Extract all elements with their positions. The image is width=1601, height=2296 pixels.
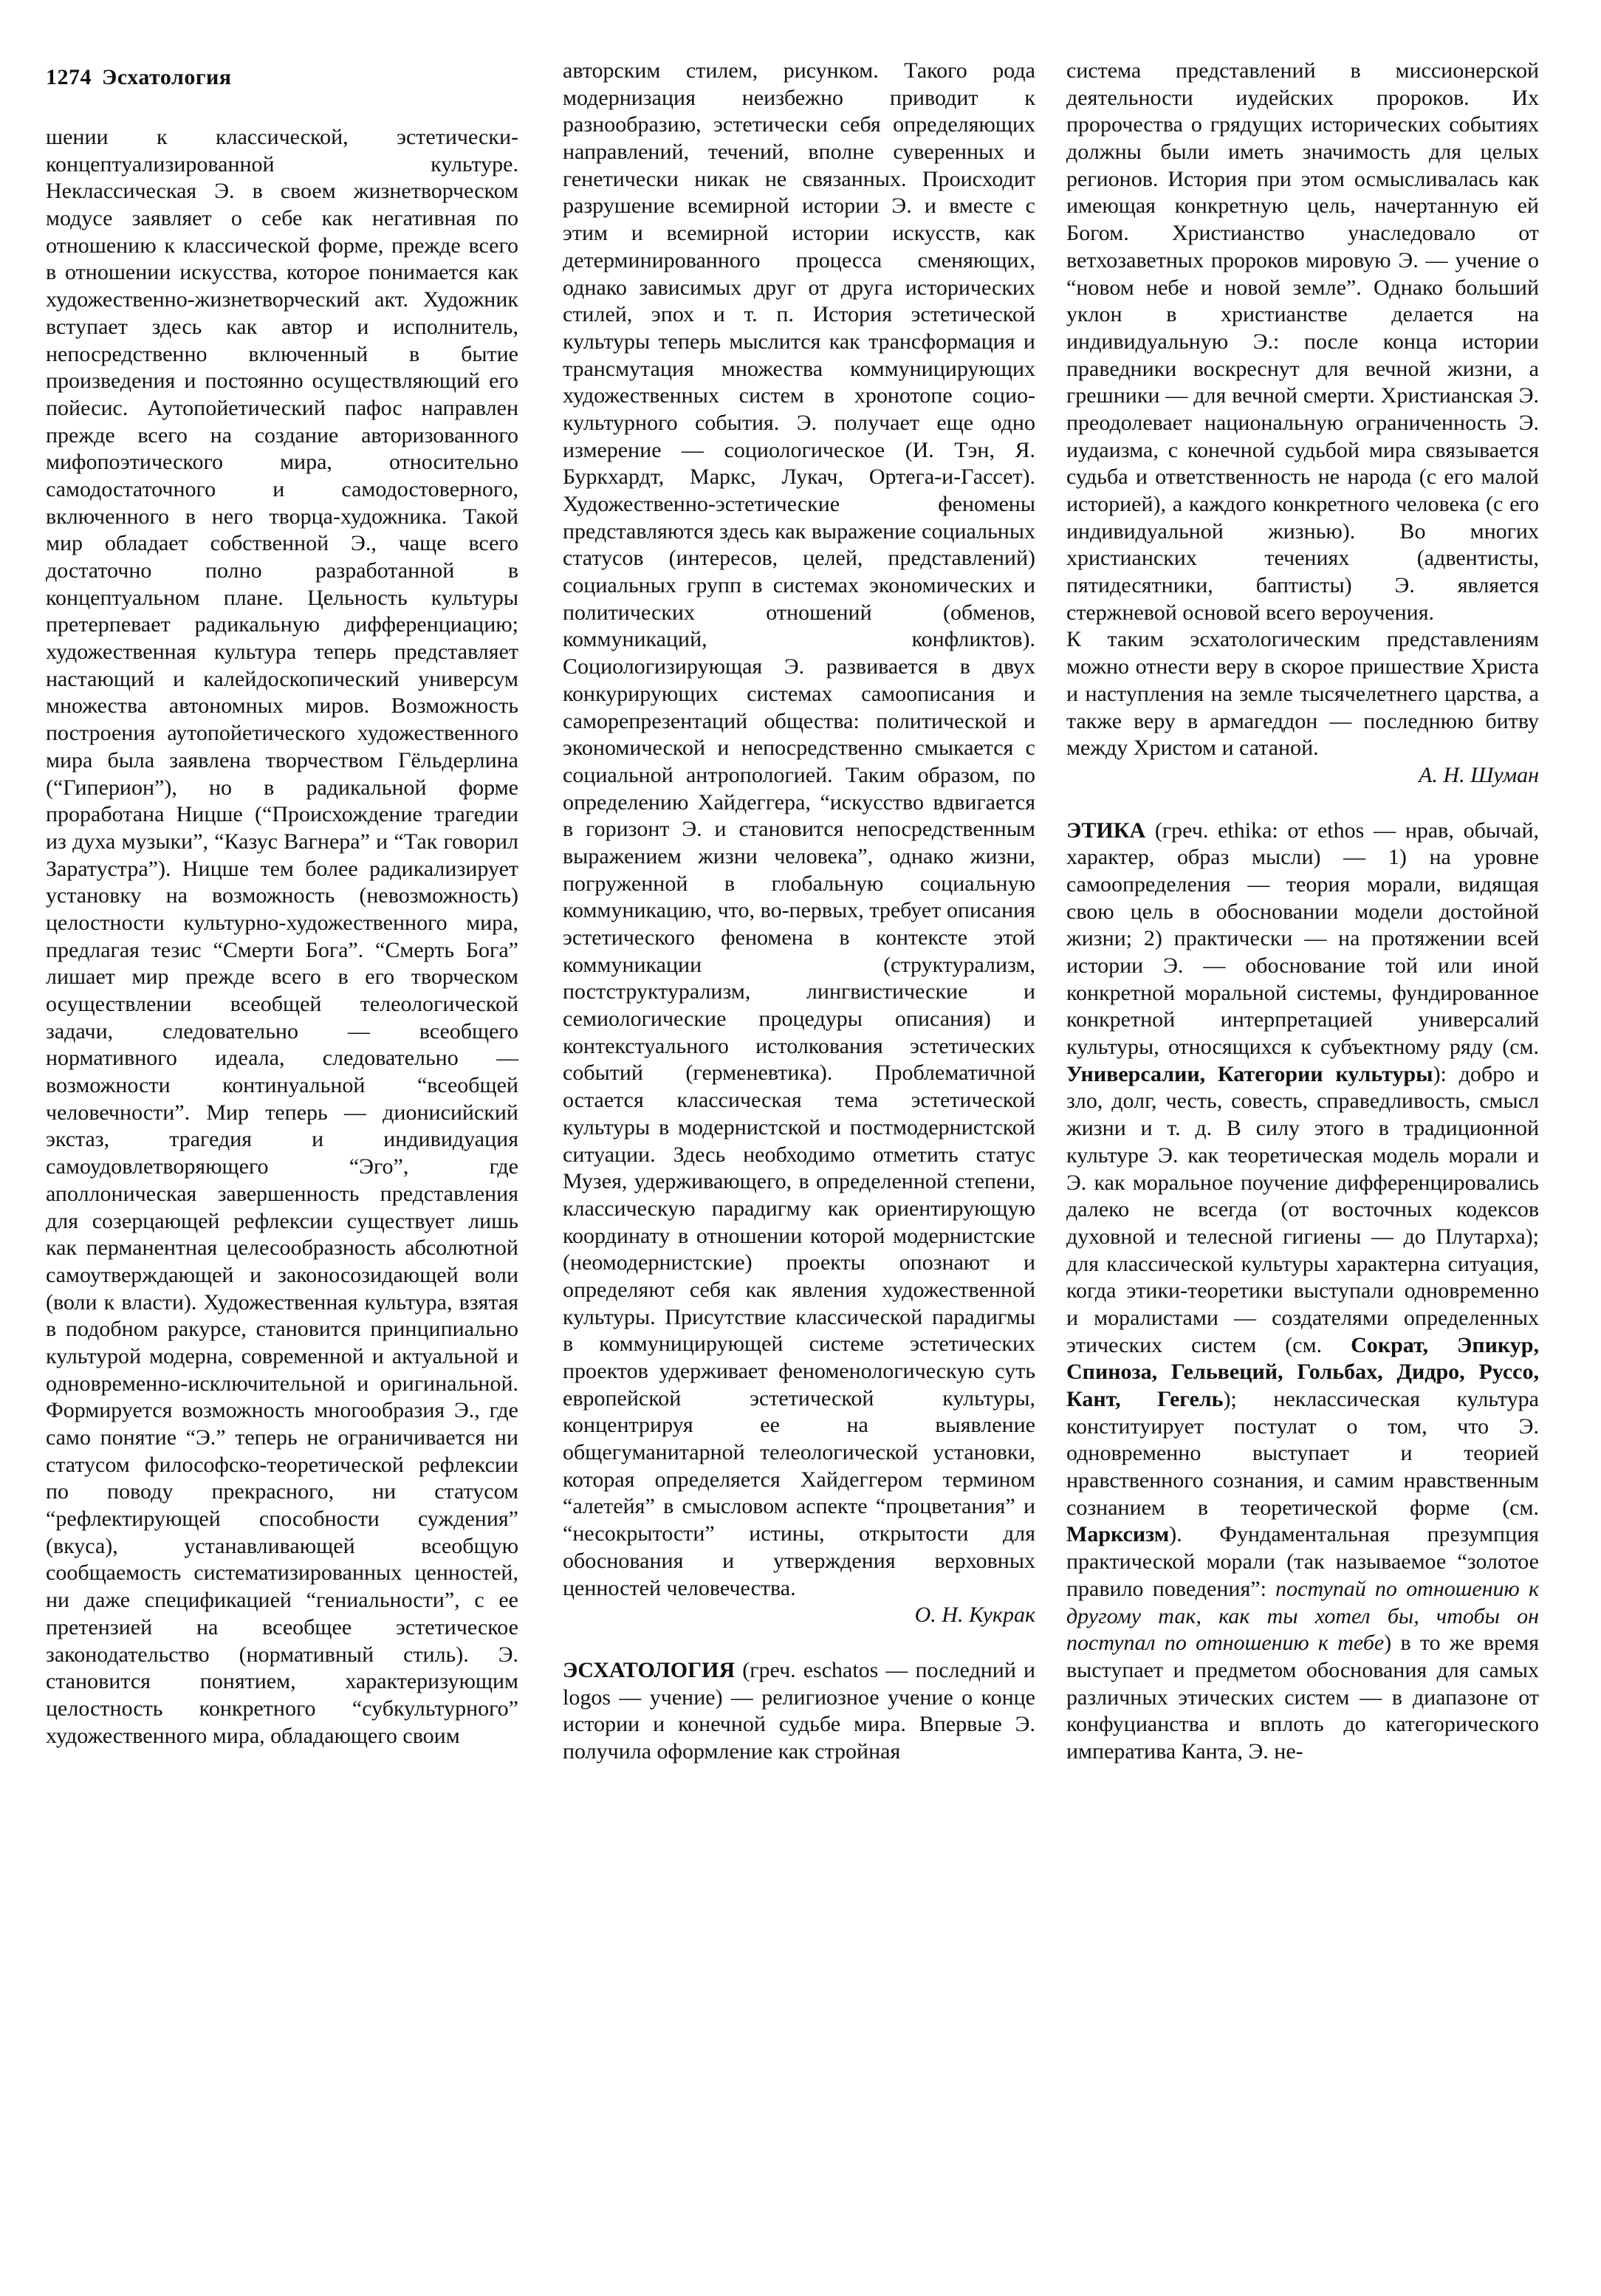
entry-eschatology: [563, 1657, 1035, 1766]
entry-text: ): добро и зло, долг, честь, совесть, справедливость, смысл жизни и т. д. В силу этого в традиционной культуре Э. как теоретическая модель морали и Э. как моральное поучение дифференцировались далеко не всегда (от восточных кодексов духовной и телесной гигиены — до Плутарха); для классической культуры характерна ситуация, когда этики-теоретики выступали одновременно и моралистами — создателями определенных этических систем (см.: [1066, 1061, 1539, 1357]
entry-text: ) в то же время выступает и предметом обоснования для самых различных этических систем — в диапазоне от конфуцианства и вплоть до категорического императива Канта, Э. не-: [1066, 1631, 1540, 1764]
column-right: [1066, 58, 1539, 1766]
author-signature: О. Н. Кукрак: [914, 1603, 1035, 1628]
entry-term: ЭТИКА: [1066, 818, 1146, 843]
entry-text: (греч. ethika: от ethos — нрав, обычай, характер, образ мысли) — 1) на уровне самоопределения — теория морали, видящая свою цель в обосновании модели достойной жизни; 2) практически — на протяжении всей истории Э. — обоснование той или иной конкретной моральной системы, фундированное конкретной интерпретацией универсалий культуры, относящихся к субъектному ряду (см.: [1066, 818, 1539, 1060]
entry-text: ). Фундаментальная презумпция практической морали (так называемое “золотое правило поведения”:: [1066, 1522, 1539, 1601]
entry-text: ); неклассическая культура конституирует постулат о том, что Э. одновременно выступает и теорией нравственного сознания, и самим нравственным сознанием в теоретической форме (см.: [1066, 1387, 1539, 1520]
entry-ethics: [1066, 818, 1539, 1766]
entry-term: ЭСХАТОЛОГИЯ: [563, 1657, 736, 1682]
author-signature: А. Н. Шуман: [1419, 762, 1539, 787]
cross-reference: Сократ, Эпикур, Спиноза, Гельвеций, Гольбах, Дидро, Руссо, Кант, Гегель: [1066, 1332, 1539, 1411]
paragraph: шении к классической, эстетически-концептуализированной культуре. Неклассическая Э. в своем жизнетворческом модусе заявляет о себе как негативная по отношению к классической форме, прежде всего в отношении искусства, которое понимается как художественно-жизнетворческий акт. Художник вступает здесь как автор и исполнитель, непосредственно включенный в бытие произведения и постоянно осуществляющий его пойесис. Аутопойетический пафос направлен прежде всего на создание авторизованного мифопоэтического мира, относительно самодостаточного и самодостоверного, включенного в него творца-художника. Такой мир обладает собственной Э., чаще всего достаточно полно разработанной в концептуальном плане. Цельность культуры претерпевает радикальную дифференциацию; художественная культура теперь представляет настающий и калейдоскопический универсум множества автономных миров. Возможность построения аутопойетического художественного мира была заявлена творчеством Гёльдерлина (“Гиперион”), но в радикальной форме проработана Ницше (“Происхождение трагедии из духа музыки”, “Казус Вагнера” и “Так говорил Заратустра”). Ницше тем более радикализирует установку на возможность (невозможность) целостности культурно-художественного мира, предлагая тезис “Смерти Бога”. “Смерть Бога” лишает мир прежде всего в его творческом осуществлении всеобщей телеологической задачи, следовательно — всеобщего нормативного идеала, следовательно — возможности континуальной “всеобщей человечности”. Мир теперь — дионисийский экстаз, трагедия и индивидуация самоудовлетворяющего “Эго”, где аполлоническая завершенность представления для созерцающей рефлексии существует лишь как перманентная целесообразность абсолютной самоутверждающей и законосозидающей воли (воли к власти). Художественная культура, взятая в подобном ракурсе, становится принципиально культурой модерна, современной и актуальной и одновременно-исключительной и оригинальной. Формируется возможность многообразия Э., где само понятие “Э.” теперь не ограничивается ни статусом философско-теоретической рефлексии по поводу прекрасного, ни статусом “рефлектирующей способности суждения” (вкуса), устанавливающей всеобщую сообщаемость систематизированных ценностей, ни даже спецификацией “гениальности”, с ее претензией на всеобщее эстетическое законодательство (нормативный стиль). Э. становится понятием, характеризующим целостность конкретного “субкультурного” художественного мира, обладающего своим: [46, 125, 518, 1748]
column-middle: [563, 58, 1035, 1766]
cross-reference: Универсалии, Категории культуры: [1066, 1061, 1433, 1086]
entry-text: (греч. eschatos — последний и logos — учение) — религиозное учение о конце истории и конечной судьбе мира. Впервые Э. получила оформление как стройная: [563, 1657, 1035, 1764]
cross-reference: Марксизм: [1066, 1522, 1170, 1547]
page-number: 1274: [46, 65, 92, 89]
column-left: [46, 124, 518, 1750]
golden-rule-quote: поступай по отношению к другому так, как ты хотел бы, чтобы он поступал по отношению к тебе: [1066, 1576, 1539, 1656]
paragraph: К таким эсхатологическим представлениям можно отнести веру в скорое пришествие Христа и наступления на земле тысячелетнего царства, а также веру в армагеддон — последнюю битву между Христом и сатаной.: [1066, 627, 1539, 761]
running-header: [46, 65, 232, 90]
paragraph: авторским стилем, рисунком. Такого рода модернизация неизбежно приводит к разнообразию, эстетически себя определяющих направлений, течений, вполне суверенных и генетически никак не связанных. Происходит разрушение всемирной истории Э. и вместе с этим и всемирной истории искусств, как детерминированного процесса сменяющих, однако зависимых друг от друга исторических стилей, эпох и т. п. История эстетической культуры теперь мыслится как трансформация и трансмутация множества коммуницирующих художественных систем в хронотопе социо-культурного события. Э. получает еще одно измерение — социологическое (И. Тэн, Я. Буркхардт, Маркс, Лукач, Ортега-и-Гассет). Художественно-эстетические феномены представляются здесь как выражение социальных статусов (интересов, целей, представлений) социальных групп в системах экономических и политических отношений (обменов, коммуникаций, конфликтов). Социологизирующая Э. развивается в двух конкурирующих системах самоописания и саморепрезентаций общества: политической и экономической и непосредственно смыкается с социальной антропологией. Таким образом, по определению Хайдеггера, “искусство вдвигается в горизонт Э. и становится непосредственным выражением жизни человека”, однако жизни, погруженной в глобальную социальную коммуникацию, что, во-первых, требует описания эстетического феномена в контексте этой коммуникации (структурализм, постструктурализм, лингвистические и семиологические процедуры описания) и контекстуального истолкования эстетических событий (герменевтика). Проблематичной остается классическая тема эстетической культуры в модернистской и постмодернистской ситуации. Здесь необходимо отметить статус Музея, удерживающего, в определенной степени, классическую парадигму как ориентирующую координату в отношении которой модернистские (неомодернистские) проекты опознают и определяют себя как явления художественной культуры. Присутствие классической парадигмы в коммуницирующей системе эстетических проектов удерживает феноменологическую суть европейской эстетической культуры, концентрируя ее на выявление общегуманитарной телеологической установки, которая определяется Хайдеггером термином “алетейя” в смысловом аспекте “процветания” и “несокрытости” истины, открытости для обоснования и утверждения верховных ценностей человечества.: [563, 58, 1035, 1600]
paragraph: система представлений в миссионерской деятельности иудейских пророков. Их пророчества о грядущих исторических событиях должны были иметь значимость для целых регионов. История при этом осмысливалась как имеющая конкретную цель, начертанную ей Богом. Христианство унаследовало от ветхозаветных пророков мировую Э. — учение о “новом небе и новой земле”. Однако больший уклон в христианстве делается на индивидуальную Э.: после конца истории праведники воскреснут для вечной жизни, а грешники — для вечной смерти. Христианская Э. преодолевает национальную ограниченность Э. иудаизма, с конечной судьбой мира связывается судьба и ответственность не народа (с его малой историей), а каждого конкретного человека (с его индивидуальной жизнью). Во многих христианских течениях (адвентисты, пятидесятники, баптисты) Э. является стержневой основой всего вероучения.: [1066, 58, 1539, 625]
running-title: Эсхатология: [102, 65, 232, 89]
